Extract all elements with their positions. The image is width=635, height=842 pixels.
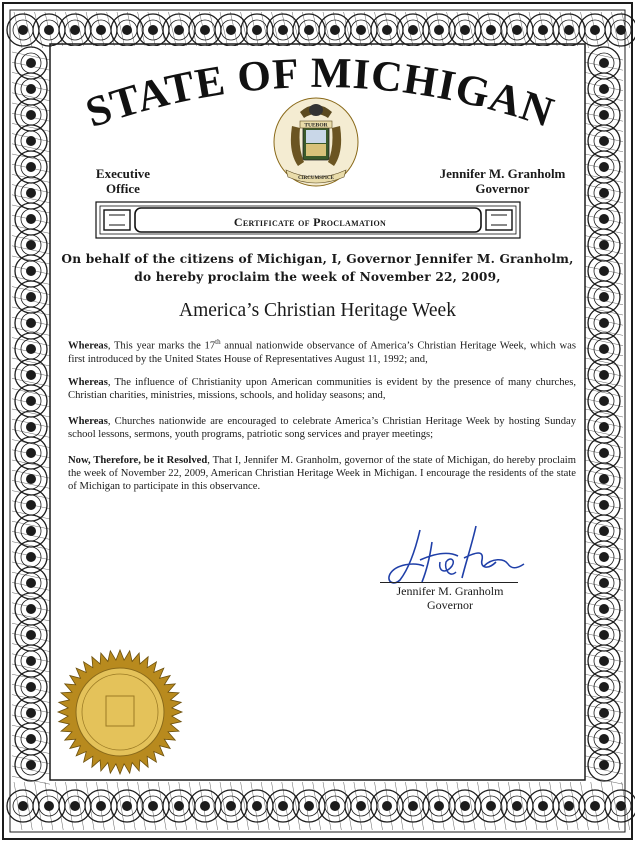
gold-foil-seal (54, 646, 186, 778)
resolution-paragraph (68, 454, 576, 494)
paragraph-lead: Now, Therefore, be it Resolved (68, 455, 208, 466)
executive-office-label (78, 166, 168, 196)
paragraph-pre: , This year marks the 17 (107, 340, 216, 352)
paragraph-text: annual nationwide observance of America’s Christian Heritage Week, which was first introduced by the United States House of Representatives August 11, 1992; and, (68, 340, 576, 365)
whereas-paragraph-1 (68, 336, 576, 366)
paragraph-text: , That I, Jennifer M. Granholm, governor of the state of Michigan, do hereby proclaim the week of November 22, 2009, American Christian Heritage Week in Michigan. I encourage the residents of the state of Michigan to participate in this observance. (68, 455, 576, 493)
whereas-paragraph-2 (68, 376, 576, 402)
signatory-block (370, 584, 530, 612)
signatory-title: Governor (427, 598, 473, 612)
proclamation-title: America’s Christian Heritage Week (179, 300, 456, 321)
governor-header-label (420, 166, 585, 196)
office-left-line2: Office (106, 181, 140, 196)
michigan-seal-emblem (270, 92, 362, 188)
state-title: STATE OF MICHIGAN (80, 49, 560, 137)
paragraph-text: , The influence of Christianity upon American communities is evident by the presence of many churches, Christian charities, ministries, missions, schools, and holiday seasons; and, (68, 377, 576, 402)
governor-signature (380, 522, 530, 590)
whereas-paragraph-3 (68, 415, 576, 441)
office-right-line2: Governor (475, 181, 530, 196)
office-right-line1: Jennifer M. Granholm (439, 166, 566, 181)
intro-line-2: do hereby proclaim the week of November 22, 2009, (134, 270, 501, 284)
ordinal-suffix: th (215, 338, 221, 346)
certificate-label: Certificate of Proclamation (233, 215, 387, 229)
intro-line-1: On behalf of the citizens of Michigan, I, Governor Jennifer M. Granholm, (61, 252, 574, 266)
seal-banner-bottom: CIRCUMSPICE (298, 176, 334, 181)
office-left-line1: Executive (95, 166, 151, 181)
paragraph-lead: Whereas (68, 377, 108, 388)
paragraph-lead: Whereas (68, 416, 108, 427)
signatory-name: Jennifer M. Granholm (396, 584, 504, 598)
signature-line (380, 582, 518, 583)
paragraph-text: , Churches nationwide are encouraged to celebrate America’s Christian Heritage Week by hosting Sunday school lessons, sermons, youth programs, patriotic song services and prayer meetings; (68, 416, 576, 441)
seal-banner-top: TUEBOR (304, 122, 328, 129)
paragraph-lead: Whereas (68, 340, 108, 352)
